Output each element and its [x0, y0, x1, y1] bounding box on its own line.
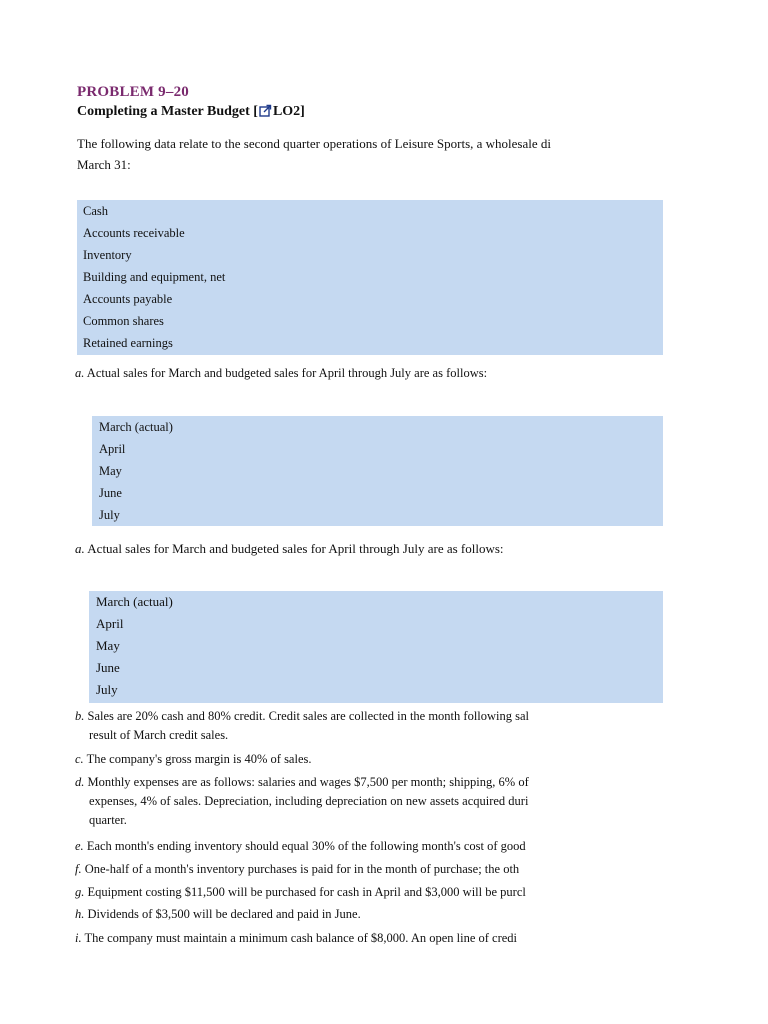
learning-objective-link[interactable]: LO2] [272, 104, 305, 119]
item-text: Actual sales for March and budgeted sales for April through July are as follows: [84, 541, 504, 556]
item-e [75, 837, 665, 856]
table-row: April [96, 616, 124, 631]
item-letter: f. [75, 862, 82, 876]
item-d [75, 773, 665, 830]
item-letter: c. [75, 752, 84, 766]
table-row: Accounts receivable [83, 226, 185, 240]
item-i [75, 929, 665, 948]
table-row: July [96, 682, 118, 697]
table-row: May [96, 638, 120, 653]
sales-table-repeat [89, 591, 663, 703]
item-c [75, 750, 665, 769]
item-text: One-half of a month's inventory purchases is paid for in the month of purchase; the oth [81, 862, 520, 876]
item-text: Sales are 20% cash and 80% credit. Credit sales are collected in the month following sal [84, 709, 530, 723]
item-letter: e. [75, 839, 84, 853]
item-text: The company must maintain a minimum cash balance of $8,000. An open line of credi [81, 931, 518, 945]
table-row: March (actual) [96, 594, 173, 609]
table-row: June [96, 660, 120, 675]
intro-line: The following data relate to the second quarter operations of Leisure Sports, a wholesale di [77, 136, 551, 151]
table-row: Inventory [83, 248, 132, 262]
table-row: March (actual) [99, 420, 173, 434]
table-row: Cash [83, 204, 108, 218]
item-a [75, 364, 665, 383]
intro-paragraph [77, 133, 667, 175]
item-text-continued: result of March credit sales. [89, 728, 229, 742]
intro-line: March 31: [77, 157, 131, 172]
problem-title-text: Completing a Master Budget [ [77, 104, 258, 119]
item-letter: a. [75, 541, 85, 556]
problem-title [77, 104, 305, 120]
table-row: June [99, 486, 122, 500]
item-text: Dividends of $3,500 will be declared and paid in June. [84, 907, 361, 921]
table-row: Accounts payable [83, 292, 173, 306]
item-text: The company's gross margin is 40% of sales. [83, 752, 312, 766]
item-letter: d. [75, 775, 85, 789]
external-link-icon[interactable] [259, 104, 272, 117]
item-text: Equipment costing $11,500 will be purchased for cash in April and $3,000 will be purcl [84, 885, 526, 899]
item-f [75, 860, 665, 879]
item-text-continued: expenses, 4% of sales. Depreciation, including depreciation on new assets acquired duri [89, 794, 529, 808]
item-b [75, 707, 665, 745]
item-text: Monthly expenses are as follows: salaries and wages $7,500 per month; shipping, 6% of [84, 775, 529, 789]
table-row: April [99, 442, 126, 456]
item-g [75, 883, 665, 902]
table-row: July [99, 508, 120, 522]
item-letter: b. [75, 709, 85, 723]
item-a-repeat [75, 539, 665, 558]
item-text-continued: quarter. [89, 813, 127, 827]
table-row: May [99, 464, 122, 478]
item-h [75, 905, 665, 924]
sales-table [92, 416, 663, 526]
item-text: Each month's ending inventory should equal 30% of the following month's cost of good [83, 839, 526, 853]
item-letter: a. [75, 366, 85, 380]
item-letter: i. [75, 931, 82, 945]
item-text: Actual sales for March and budgeted sales for April through July are as follows: [84, 366, 488, 380]
item-letter: g. [75, 885, 85, 899]
table-row: Retained earnings [83, 336, 173, 350]
table-row: Building and equipment, net [83, 270, 226, 284]
table-row: Common shares [83, 314, 164, 328]
balance-sheet-table [77, 200, 663, 355]
problem-heading: PROBLEM 9–20 [77, 84, 189, 100]
item-letter: h. [75, 907, 85, 921]
